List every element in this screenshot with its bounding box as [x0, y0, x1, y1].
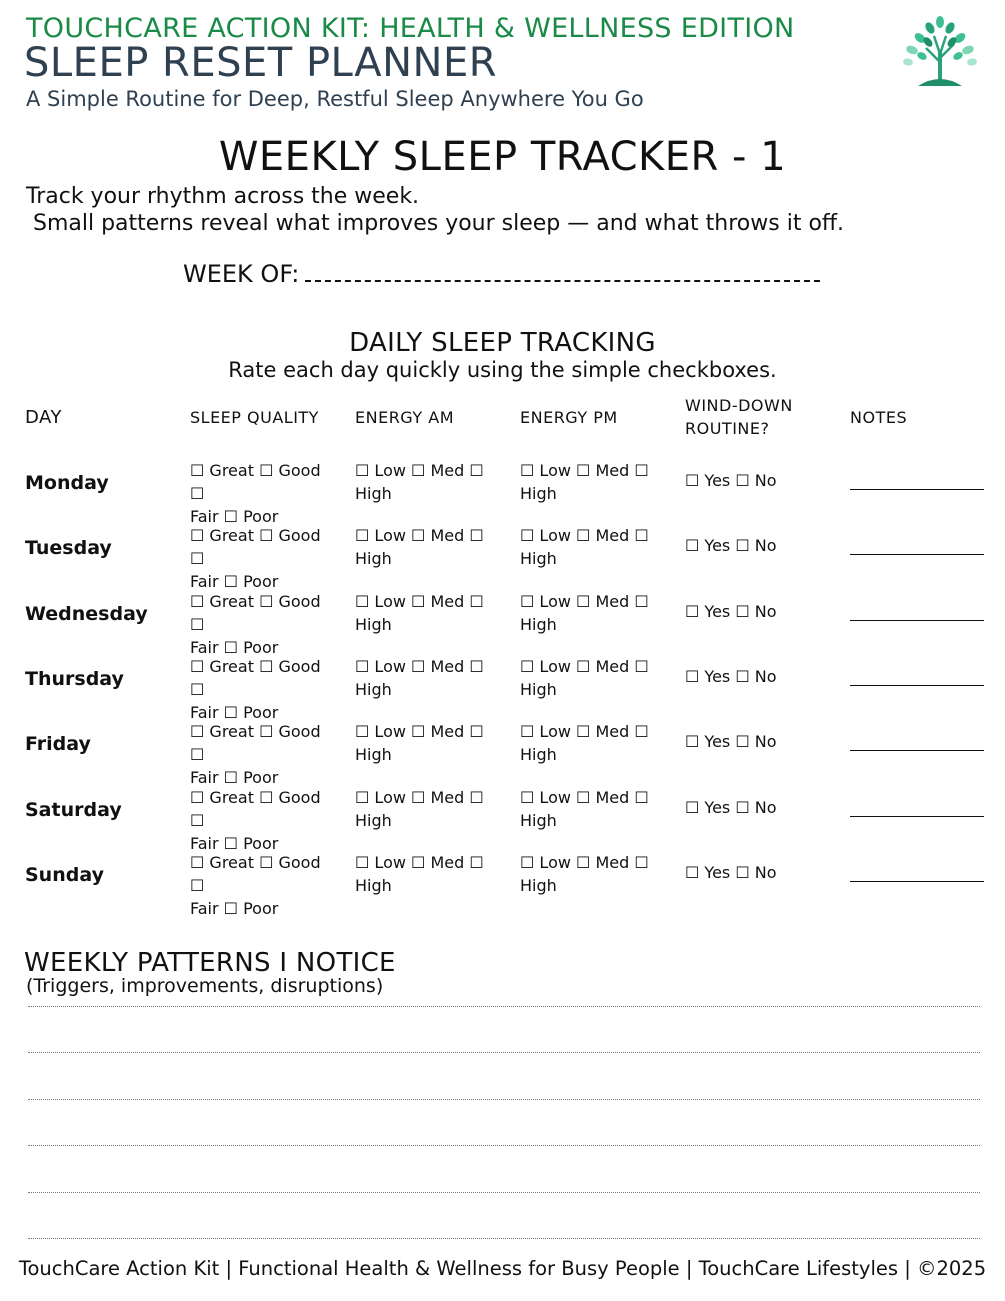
- sleep-quality-options[interactable]: [190, 720, 340, 789]
- energy-am-options[interactable]: [355, 655, 505, 701]
- wind-down-options[interactable]: ☐ Yes ☐ No: [685, 667, 777, 686]
- column-header-sleep-quality: SLEEP QUALITY: [190, 408, 319, 427]
- energy-pm-options[interactable]: [520, 786, 670, 832]
- energy-pm-line-1[interactable]: ☐ Low ☐ Med ☐: [520, 461, 649, 480]
- energy-pm-line-2[interactable]: High: [520, 811, 557, 830]
- energy-am-line-2[interactable]: High: [355, 484, 392, 503]
- wind-down-options[interactable]: ☐ Yes ☐ No: [685, 471, 777, 490]
- energy-am-line-1[interactable]: ☐ Low ☐ Med ☐: [355, 853, 484, 872]
- table-row: [0, 851, 1005, 916]
- sleep-quality-line-1[interactable]: ☐ Great ☐ Good ☐: [190, 592, 321, 634]
- day-name: Tuesday: [25, 537, 112, 559]
- day-name: Friday: [25, 733, 91, 755]
- energy-pm-line-2[interactable]: High: [520, 484, 557, 503]
- energy-am-line-1[interactable]: ☐ Low ☐ Med ☐: [355, 592, 484, 611]
- energy-pm-line-2[interactable]: High: [520, 680, 557, 699]
- energy-am-options[interactable]: [355, 851, 505, 897]
- energy-pm-line-1[interactable]: ☐ Low ☐ Med ☐: [520, 592, 649, 611]
- energy-pm-options[interactable]: [520, 851, 670, 897]
- day-name: Sunday: [25, 864, 104, 886]
- notes-blank[interactable]: [850, 620, 984, 621]
- sleep-quality-line-2[interactable]: Fair ☐ Poor: [190, 507, 279, 526]
- energy-am-line-2[interactable]: High: [355, 745, 392, 764]
- energy-pm-line-2[interactable]: High: [520, 549, 557, 568]
- daily-tracking-title: DAILY SLEEP TRACKING: [349, 328, 656, 358]
- notes-blank[interactable]: [850, 685, 984, 686]
- column-header-notes: NOTES: [850, 408, 908, 427]
- sleep-quality-options[interactable]: [190, 524, 340, 593]
- energy-pm-line-1[interactable]: ☐ Low ☐ Med ☐: [520, 657, 649, 676]
- energy-pm-line-1[interactable]: ☐ Low ☐ Med ☐: [520, 526, 649, 545]
- pattern-line[interactable]: [28, 1006, 980, 1007]
- notes-blank[interactable]: [850, 881, 984, 882]
- energy-am-line-1[interactable]: ☐ Low ☐ Med ☐: [355, 788, 484, 807]
- footer: TouchCare Action Kit | Functional Health & Wellness for Busy People | TouchCare Lifestyles | ©2025: [18, 1257, 987, 1280]
- sleep-quality-line-1[interactable]: ☐ Great ☐ Good ☐: [190, 788, 321, 830]
- energy-am-line-1[interactable]: ☐ Low ☐ Med ☐: [355, 526, 484, 545]
- sleep-quality-line-2[interactable]: Fair ☐ Poor: [190, 703, 279, 722]
- wind-down-options[interactable]: ☐ Yes ☐ No: [685, 798, 777, 817]
- energy-am-options[interactable]: [355, 786, 505, 832]
- sleep-quality-line-2[interactable]: Fair ☐ Poor: [190, 899, 279, 918]
- day-name: Wednesday: [25, 603, 148, 625]
- wind-down-header-line-2: ROUTINE?: [685, 419, 770, 438]
- column-header-energy-am: ENERGY AM: [355, 408, 455, 427]
- energy-pm-options[interactable]: [520, 524, 670, 570]
- kit-title: TOUCHCARE ACTION KIT: HEALTH & WELLNESS EDITION: [26, 13, 795, 44]
- notes-blank[interactable]: [850, 816, 984, 817]
- notes-blank[interactable]: [850, 489, 984, 490]
- sleep-quality-options[interactable]: [190, 786, 340, 855]
- table-row: [0, 524, 1005, 589]
- tree-logo-icon: [900, 14, 980, 88]
- energy-am-line-2[interactable]: High: [355, 811, 392, 830]
- sleep-quality-options[interactable]: [190, 459, 340, 528]
- energy-am-line-1[interactable]: ☐ Low ☐ Med ☐: [355, 722, 484, 741]
- pattern-line[interactable]: [28, 1099, 980, 1100]
- pattern-line[interactable]: [28, 1238, 980, 1239]
- wind-down-options[interactable]: ☐ Yes ☐ No: [685, 863, 777, 882]
- energy-pm-options[interactable]: [520, 720, 670, 766]
- table-row: [0, 786, 1005, 851]
- energy-am-line-2[interactable]: High: [355, 549, 392, 568]
- column-header-wind-down: [685, 394, 793, 440]
- sleep-quality-line-2[interactable]: Fair ☐ Poor: [190, 834, 279, 853]
- notes-blank[interactable]: [850, 554, 984, 555]
- planner-subtitle: A Simple Routine for Deep, Restful Sleep Anywhere You Go: [26, 87, 644, 111]
- intro-line-1: Track your rhythm across the week.: [26, 184, 420, 209]
- week-of-label: WEEK OF:: [183, 260, 300, 288]
- column-header-day: DAY: [25, 407, 62, 428]
- wind-down-header-line-1: WIND-DOWN: [685, 396, 793, 415]
- sleep-quality-line-2[interactable]: Fair ☐ Poor: [190, 768, 279, 787]
- pattern-line[interactable]: [28, 1192, 980, 1193]
- energy-am-options[interactable]: [355, 590, 505, 636]
- daily-tracking-subtitle: Rate each day quickly using the simple checkboxes.: [228, 358, 777, 382]
- energy-am-line-2[interactable]: High: [355, 615, 392, 634]
- energy-pm-line-1[interactable]: ☐ Low ☐ Med ☐: [520, 788, 649, 807]
- table-row: [0, 459, 1005, 524]
- notes-blank[interactable]: [850, 750, 984, 751]
- wind-down-options[interactable]: ☐ Yes ☐ No: [685, 536, 777, 555]
- day-name: Monday: [25, 472, 109, 494]
- sleep-quality-line-1[interactable]: ☐ Great ☐ Good ☐: [190, 722, 321, 764]
- pattern-line[interactable]: [28, 1052, 980, 1053]
- energy-am-options[interactable]: [355, 524, 505, 570]
- energy-pm-line-2[interactable]: High: [520, 745, 557, 764]
- sleep-quality-line-1[interactable]: ☐ Great ☐ Good ☐: [190, 657, 321, 699]
- table-row: [0, 655, 1005, 720]
- planner-title: SLEEP RESET PLANNER: [24, 40, 498, 86]
- column-header-energy-pm: ENERGY PM: [520, 408, 618, 427]
- tracker-title: WEEKLY SLEEP TRACKER - 1: [218, 134, 787, 180]
- wind-down-options[interactable]: ☐ Yes ☐ No: [685, 732, 777, 751]
- table-row: [0, 590, 1005, 655]
- sleep-quality-options[interactable]: [190, 590, 340, 659]
- wind-down-options[interactable]: ☐ Yes ☐ No: [685, 602, 777, 621]
- sleep-quality-line-1[interactable]: ☐ Great ☐ Good ☐: [190, 853, 321, 895]
- energy-am-options[interactable]: [355, 720, 505, 766]
- energy-pm-options[interactable]: [520, 590, 670, 636]
- weekly-patterns-subtitle: (Triggers, improvements, disruptions): [26, 975, 384, 997]
- energy-pm-line-1[interactable]: ☐ Low ☐ Med ☐: [520, 853, 649, 872]
- intro-line-2: Small patterns reveal what improves your sleep — and what throws it off.: [26, 211, 845, 236]
- energy-pm-line-2[interactable]: High: [520, 615, 557, 634]
- day-name: Saturday: [25, 799, 122, 821]
- sleep-quality-line-1[interactable]: ☐ Great ☐ Good ☐: [190, 461, 321, 503]
- sleep-quality-options[interactable]: [190, 655, 340, 724]
- weekly-patterns-title: WEEKLY PATTERNS I NOTICE: [24, 948, 396, 978]
- week-of-blank[interactable]: [305, 260, 820, 282]
- energy-am-line-1[interactable]: ☐ Low ☐ Med ☐: [355, 657, 484, 676]
- energy-pm-line-1[interactable]: ☐ Low ☐ Med ☐: [520, 722, 649, 741]
- sleep-quality-options[interactable]: [190, 851, 340, 920]
- day-name: Thursday: [25, 668, 124, 690]
- energy-am-line-2[interactable]: High: [355, 680, 392, 699]
- week-of-field[interactable]: [183, 260, 820, 288]
- energy-pm-options[interactable]: [520, 459, 670, 505]
- energy-am-line-2[interactable]: High: [355, 876, 392, 895]
- table-row: [0, 720, 1005, 785]
- energy-pm-line-2[interactable]: High: [520, 876, 557, 895]
- energy-am-line-1[interactable]: ☐ Low ☐ Med ☐: [355, 461, 484, 480]
- sleep-quality-line-1[interactable]: ☐ Great ☐ Good ☐: [190, 526, 321, 568]
- sleep-quality-line-2[interactable]: Fair ☐ Poor: [190, 572, 279, 591]
- sleep-quality-line-2[interactable]: Fair ☐ Poor: [190, 638, 279, 657]
- energy-pm-options[interactable]: [520, 655, 670, 701]
- pattern-line[interactable]: [28, 1145, 980, 1146]
- energy-am-options[interactable]: [355, 459, 505, 505]
